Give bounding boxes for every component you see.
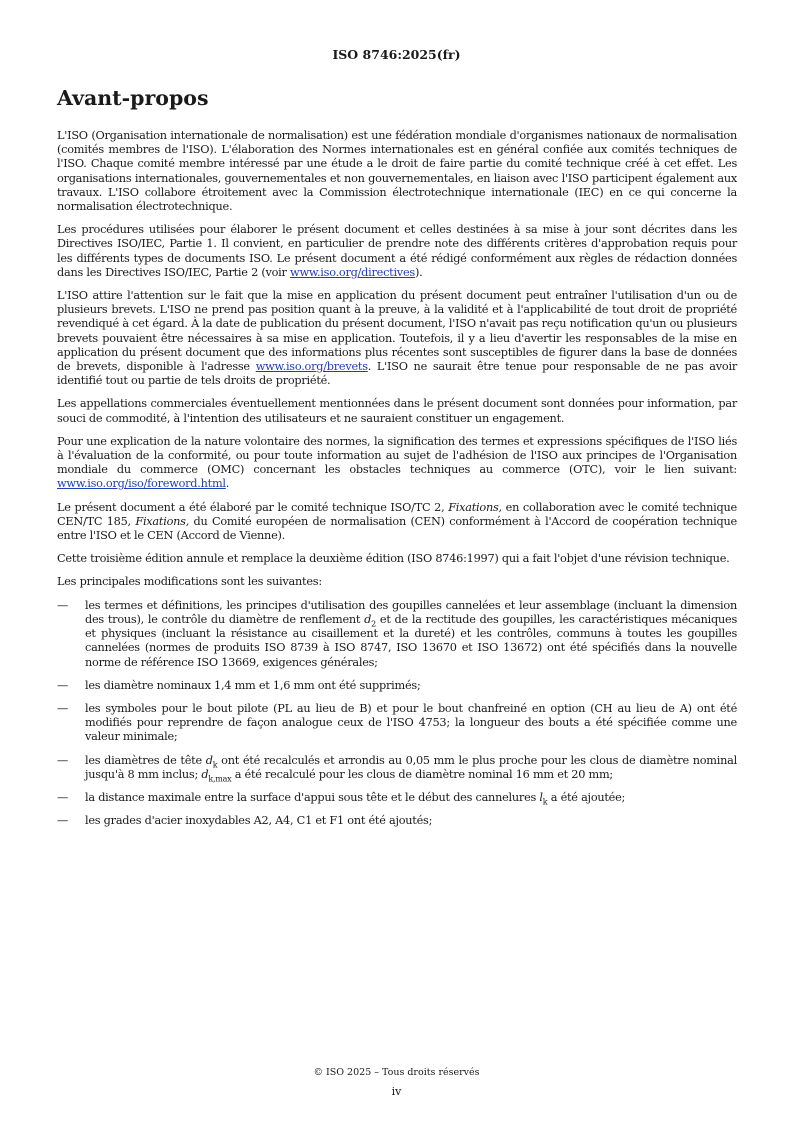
list-item xyxy=(57,599,737,670)
list-item-text: a été recalculé pour les clous de diamètre nominal 16 mm et 20 mm; xyxy=(231,767,613,781)
dash-bullet: — xyxy=(57,701,69,715)
paragraph-text: , en collaboration avec le comité technique CEN/TC 185, xyxy=(57,500,737,528)
list-item xyxy=(57,791,737,805)
paragraph-text: Pour une explication de la nature volontaire des normes, la signification des termes et expressions spécifiques de l'ISO liés à l'évaluation de la conformité, ou pour toute information au sujet de l'adhésion de l'ISO aux principes de l'Organisation mondiale du commerce (OMC) concernant les obstacles techniques au commerce (OTC), voir le lien suivant: xyxy=(57,434,737,477)
paragraph-modifications-intro: Les principales modifications sont les suivantes: xyxy=(57,575,322,589)
list-item-text: la distance maximale entre la surface d'appui sous tête et le début des cannelures xyxy=(85,790,540,804)
paragraph-patents xyxy=(57,289,737,388)
paragraph-trade-names: Les appellations commerciales éventuellement mentionnées dans le présent document sont données pour information, par souci de commodité, à l'intention des utilisateurs et ne sauraient constituer un engagement. xyxy=(57,397,737,425)
symbol-subscript: 2 xyxy=(371,619,376,629)
paragraph-committee xyxy=(57,501,737,544)
paragraph-iso-intro: L'ISO (Organisation internationale de normalisation) est une fédération mondiale d'organismes nationaux de normalisation (comités membres de l'ISO). L'élaboration des Normes internationales est en général confiée aux comités techniques de l'ISO. Chaque comité membre intéressé par une étude a le droit de faire partie du comité technique créé à cet effet. Les organisations internationales, gouvernementales et non gouvernementales, en liaison avec l'ISO participent également aux travaux. L'ISO collabore étroitement avec la Commission électrotechnique internationale (IEC) en ce qui concerne la normalisation électrotechnique. xyxy=(57,129,737,214)
dash-bullet: — xyxy=(57,678,69,692)
list-item xyxy=(57,754,737,782)
foreword-link[interactable]: www.iso.org/iso/foreword.html xyxy=(57,477,226,491)
list-item xyxy=(57,814,737,828)
symbol: l xyxy=(539,790,543,804)
paragraph-text-end: . xyxy=(225,477,230,491)
symbol: d xyxy=(364,612,372,626)
copyright-footer: © ISO 2025 – Tous droits réservés xyxy=(313,1067,480,1078)
list-item-text: les termes et définitions, les principes d'utilisation des goupilles cannelées et leur assemblage (incluant la dimension des trous), le contrôle du diamètre de renflement xyxy=(85,598,737,626)
paragraph-text-end: . L'ISO ne saurait être tenue pour responsable de ne pas avoir identifié tout ou partie de tels droits de propriété. xyxy=(57,360,737,388)
paragraph-edition: Cette troisième édition annule et remplace la deuxième édition (ISO 8746:1997) qui a fait l'objet d'une révision technique. xyxy=(57,552,730,566)
paragraph-text: du Comité européen de normalisation (CEN) conformément à l'Accord de coopération technique entre l'ISO et le CEN (Accord de Vienne). xyxy=(57,514,737,543)
paragraph-procedures xyxy=(57,223,737,280)
paragraph-voluntary-nature xyxy=(57,435,737,492)
list-item-text: et de la rectitude des goupilles, les caractéristiques mécaniques et physiques (incluant la résistance au cisaillement et la dureté) et les contrôles, communs à toutes les goupilles cannelées (normes de produits ISO 8739 à ISO 8747, ISO 13670 et ISO 13672) ont été spécifiés dans la nouvelle norme de référence ISO 13669, exigences générales; xyxy=(85,612,738,669)
symbol-subscript: k xyxy=(542,797,548,807)
dash-bullet: — xyxy=(57,753,69,767)
page-number: iv xyxy=(391,1085,402,1098)
modifications-list xyxy=(57,599,737,829)
dash-bullet: — xyxy=(57,814,69,828)
symbol-subscript: k xyxy=(212,759,218,769)
directives-link[interactable]: www.iso.org/directives xyxy=(290,265,415,279)
document-header: ISO 8746:2025(fr) xyxy=(332,47,461,62)
symbol: d xyxy=(205,753,213,767)
paragraph-text: Le présent document a été élaboré par le comité technique ISO/TC 2, xyxy=(57,500,449,514)
list-item-text: les symboles pour le bout pilote (PL au lieu de B) et pour le bout chanfreiné en option (CH au lieu de A) ont été modifiés pour reprendre de façon analogue ceux de l'ISO 4753; la longueur des bouts a été spécifiée comme une valeur minimale; xyxy=(85,701,737,744)
dash-bullet: — xyxy=(57,598,69,612)
committee-title-italic: Fixations, xyxy=(135,514,190,528)
symbol: d xyxy=(201,767,209,781)
committee-title-italic: Fixations xyxy=(448,500,499,514)
list-item xyxy=(57,679,737,693)
list-item-text: les diamètre nominaux 1,4 mm et 1,6 mm ont été supprimés; xyxy=(85,678,421,692)
foreword-body xyxy=(57,129,737,837)
list-item-text: les diamètres de tête xyxy=(85,753,206,767)
patents-link[interactable]: www.iso.org/brevets xyxy=(255,360,368,374)
list-item-text: a été ajoutée; xyxy=(547,790,626,804)
list-item-text: ont été recalculés et arrondis au 0,05 mm le plus proche pour les clous de diamètre nominal jusqu'à 8 mm inclus; xyxy=(85,753,738,781)
page-title: Avant-propos xyxy=(57,86,209,110)
list-item-text: les grades d'acier inoxydables A2, A4, C1 et F1 ont été ajoutés; xyxy=(85,814,433,828)
paragraph-text: Les procédures utilisées pour élaborer le présent document et celles destinées à sa mise à jour sont décrites dans les Directives ISO/IEC, Partie 1. Il convient, en particulier de prendre note des différents critères d'approbation requis pour les différents types de documents ISO. Le présent document a été rédigé conformément aux règles de rédaction données dans les Directives ISO/IEC, Partie 2 (voir xyxy=(57,223,737,279)
list-item xyxy=(57,702,737,745)
paragraph-text: L'ISO attire l'attention sur le fait que la mise en application du présent document peut entraîner l'utilisation d'un ou de plusieurs brevets. L'ISO ne prend pas position quant à la preuve, à la validité et à l'applicabilité de tout droit de propriété revendiqué à cet égard. À la date de publication du présent document, l'ISO n'avait pas reçu notification qu'un ou plusieurs brevets pouvaient être nécessaires à sa mise en application. Toutefois, il y a lieu d'avertir les responsables de la mise en application du présent document que des informations plus récentes sont susceptibles de figurer dans la base de données de brevets, disponible à l'adresse xyxy=(57,289,737,374)
symbol-subscript: k,max xyxy=(208,773,232,783)
paragraph-text-end: ). xyxy=(414,265,423,279)
dash-bullet: — xyxy=(57,790,69,804)
